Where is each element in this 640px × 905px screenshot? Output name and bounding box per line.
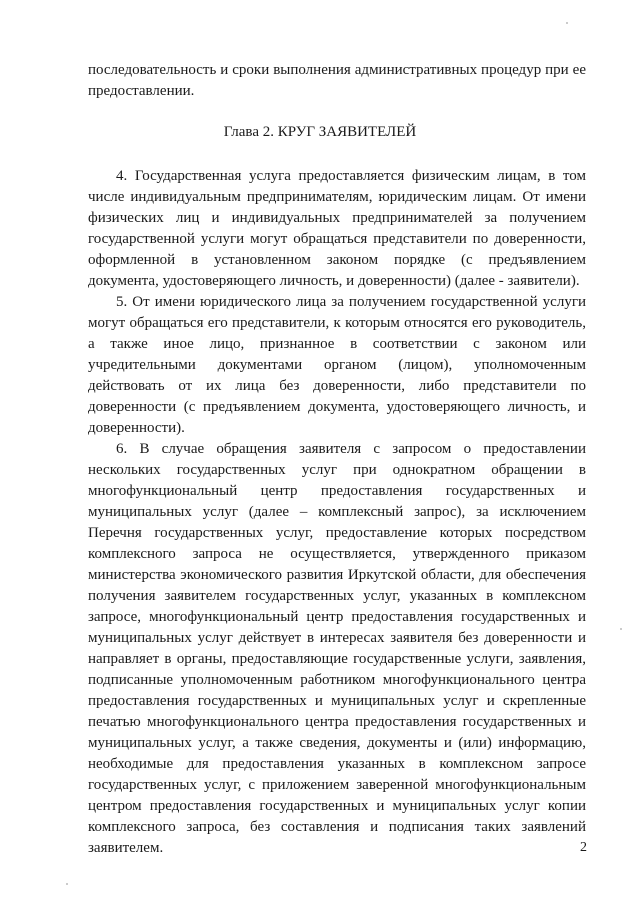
paragraph-6-line: государственных услуг, с приложением заверенной многофункциональным [88, 777, 586, 793]
scan-speck [66, 883, 68, 885]
paragraph-6-line: нескольких государственных услуг при однократном обращении в [88, 462, 586, 478]
paragraph-6-line: подписанные уполномоченным работником многофункционального центра [88, 672, 586, 688]
paragraph-4-line: числе индивидуальным предпринимателям, юридическим лицам. От имени [88, 189, 586, 205]
paragraph-6-line: 6. В случае обращения заявителя с запросом о предоставлении [116, 441, 586, 457]
paragraph-4-line: физических лиц и индивидуальных предпринимателей за получением [88, 210, 586, 226]
paragraph-6-line: министерства экономического развития Иркутской области, для обеспечения [88, 567, 586, 583]
paragraph-5-line: доверенности (с предъявлением документа, удостоверяющего личность, и [88, 399, 586, 415]
paragraph-6-line: необходимые для предоставления указанных в комплексном запросе [88, 756, 586, 772]
paragraph-5-line: 5. От имени юридического лица за получением государственной услуги [116, 294, 586, 310]
page-number: 2 [580, 840, 587, 855]
paragraph-6-line: запросе, многофункциональный центр предоставления государственных и [88, 609, 586, 625]
paragraph-6-line: Перечня государственных услуг, предоставление которых посредством [88, 525, 586, 541]
paragraph-6-line: муниципальных услуг, а также сведения, документы и (или) информацию, [88, 735, 586, 751]
paragraph-4-line: 4. Государственная услуга предоставляется физическим лицам, в том [116, 168, 586, 184]
paragraph-6-line: получения заявителем государственных услуг, указанных в комплексном [88, 588, 586, 604]
paragraph-6-line: комплексного запроса не осуществляется, утвержденного приказом [88, 546, 586, 562]
scan-speck [566, 22, 568, 24]
paragraph-4-line: документа, удостоверяющего личность, и доверенности) (далее - заявители). [88, 273, 580, 289]
paragraph-6-line: направляет в органы, предоставляющие государственные услуги, заявления, [88, 651, 586, 667]
paragraph-4-line: оформленной в установленном законом порядке (с предъявлением [88, 252, 586, 268]
paragraph-5-line: доверенности). [88, 420, 185, 436]
scan-speck [620, 628, 622, 630]
paragraph-6-line: комплексного запроса, без составления и подписания таких заявлений [88, 819, 586, 835]
paragraph-6-line: заявителем. [88, 840, 164, 856]
paragraph-6-line: предоставления государственных и муниципальных услуг и скрепленные [88, 693, 586, 709]
paragraph-5-line: действовать от их лица без доверенности, либо представители по [88, 378, 586, 394]
paragraph-6-line: многофункциональный центр предоставления государственных и [88, 483, 586, 499]
intro-line: предоставлении. [88, 83, 195, 99]
paragraph-6-line: муниципальных услуг (далее – комплексный запрос), за исключением [88, 504, 586, 520]
chapter-heading: Глава 2. КРУГ ЗАЯВИТЕЛЕЙ [223, 124, 417, 140]
paragraph-5-line: могут обращаться его представители, к которым относятся его руководитель, [88, 315, 586, 331]
paragraph-5-line: а также иное лицо, признанное в соответствии с законом или [88, 336, 586, 352]
paragraph-6-line: печатью многофункционального центра предоставления государственных и [88, 714, 586, 730]
paragraph-5-line: учредительными документами органом (лицом), уполномоченным [88, 357, 586, 373]
intro-line: последовательность и сроки выполнения административных процедур при ее [88, 62, 586, 78]
paragraph-6-line: муниципальных услуг действует в интересах заявителя без доверенности и [88, 630, 586, 646]
paragraph-6-line: центром предоставления государственных и муниципальных услуг копии [88, 798, 586, 814]
paragraph-4-line: государственной услуги могут обращаться представители по доверенности, [88, 231, 586, 247]
